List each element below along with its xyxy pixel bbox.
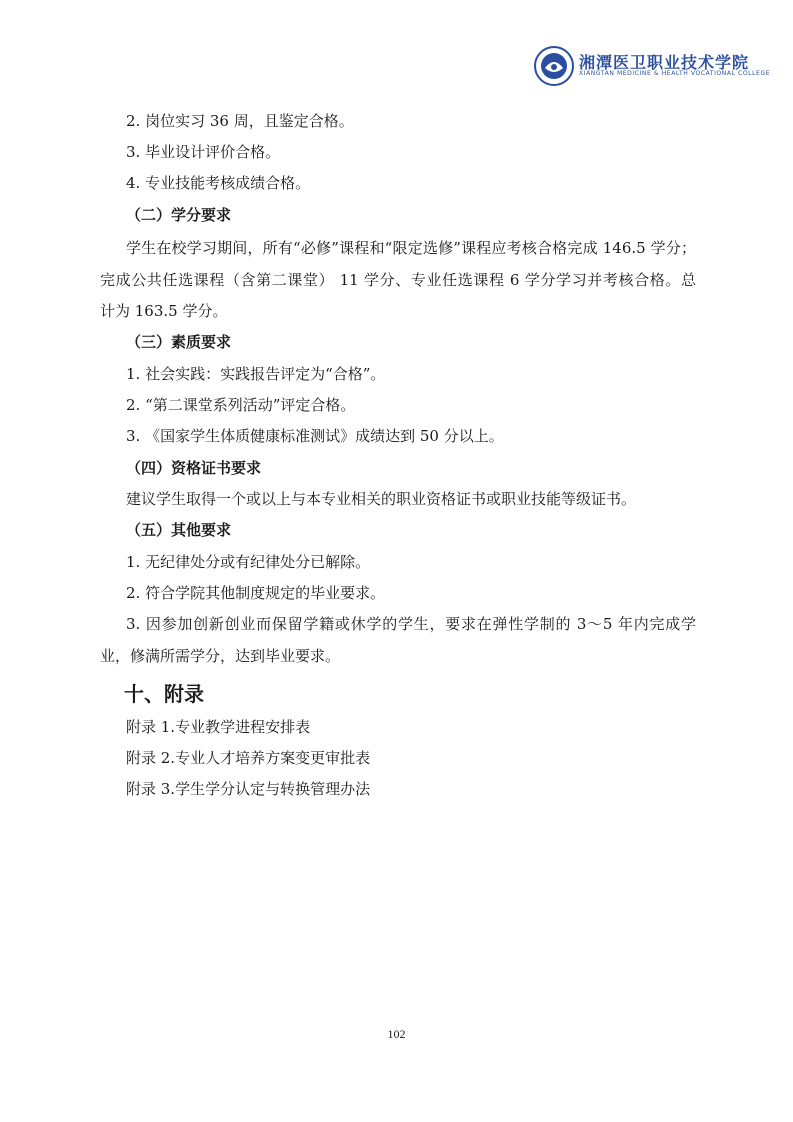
appendix-item-3: 附录 3.学生学分认定与转换管理办法 — [126, 780, 371, 798]
appendix-item-1: 附录 1.专业教学进程安排表 — [126, 718, 311, 736]
credit-paragraph-line-2: 完成公共任选课程（含第二课堂） 11 学分、专业任选课程 6 学分学习并考核合格。总 — [100, 271, 696, 289]
credit-paragraph-line-1: 学生在校学习期间，所有“必修”课程和“限定选修”课程应考核合格完成 146.5 学分； — [126, 239, 696, 257]
section-heading-quality: （三）素质要求 — [126, 333, 232, 351]
graduation-item-3: 3. 毕业设计评价合格。 — [126, 143, 281, 161]
other-item-3-line-1: 3. 因参加创新创业而保留学籍或休学的学生，要求在弹性学制的 3～5 年内完成学 — [126, 615, 696, 633]
certificate-paragraph: 建议学生取得一个或以上与本专业相关的职业资格证书或职业技能等级证书。 — [126, 490, 637, 508]
page-header — [0, 0, 793, 92]
section-heading-other: （五）其他要求 — [126, 521, 232, 539]
appendix-item-2: 附录 2.专业人才培养方案变更审批表 — [126, 749, 371, 767]
college-logo-icon — [534, 46, 574, 86]
school-name-cn: 湘潭医卫职业技术学院 — [579, 53, 750, 72]
other-item-1: 1. 无纪律处分或有纪律处分已解除。 — [126, 553, 371, 571]
section-heading-credit: （二）学分要求 — [126, 206, 232, 224]
credit-paragraph-line-3: 计为 163.5 学分。 — [100, 302, 228, 320]
chapter-heading-appendix: 十、附录 — [124, 682, 204, 706]
school-name-en: XIANGTAN MEDICINE & HEALTH VOCATIONAL COLLEGE — [579, 70, 771, 77]
other-item-3-line-2: 业，修满所需学分，达到毕业要求。 — [100, 647, 341, 665]
graduation-item-2: 2. 岗位实习 36 周，且鉴定合格。 — [126, 112, 354, 130]
other-item-2: 2. 符合学院其他制度规定的毕业要求。 — [126, 584, 386, 602]
graduation-item-4: 4. 专业技能考核成绩合格。 — [126, 174, 311, 192]
quality-item-3: 3. 《国家学生体质健康标准测试》成绩达到 50 分以上。 — [126, 427, 504, 445]
quality-item-2: 2. “第二课堂系列活动”评定合格。 — [126, 396, 356, 414]
section-heading-certificate: （四）资格证书要求 — [126, 459, 262, 477]
page-number: 102 — [387, 1027, 406, 1041]
quality-item-1: 1. 社会实践：实践报告评定为“合格”。 — [126, 365, 386, 383]
